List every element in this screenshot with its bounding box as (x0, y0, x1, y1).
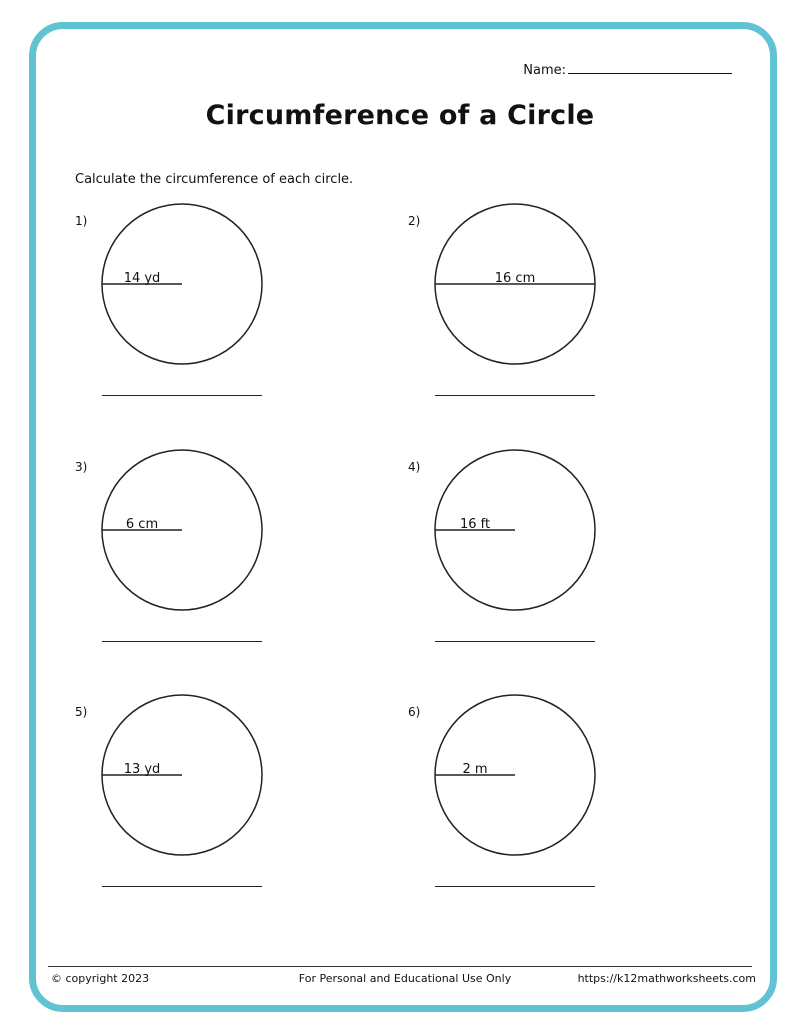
problem-5 (75, 705, 305, 905)
problem-6 (408, 705, 638, 905)
problem-2 (408, 214, 638, 414)
problem-number: 1) (75, 214, 88, 228)
name-label: Name: (523, 63, 566, 78)
instructions: Calculate the circumference of each circle. (75, 172, 354, 187)
answer-line[interactable] (435, 641, 595, 642)
answer-line[interactable] (102, 641, 262, 642)
problem-number: 5) (75, 705, 88, 719)
radius-label: 16 ft (459, 517, 491, 532)
answer-line[interactable] (435, 395, 595, 396)
footer-website[interactable]: https://k12mathworksheets.com (577, 972, 756, 985)
footer-usage: For Personal and Educational Use Only (298, 972, 512, 985)
problem-4 (408, 460, 638, 660)
problem-number: 2) (408, 214, 421, 228)
name-field[interactable] (523, 63, 732, 78)
diameter-label: 16 cm (494, 271, 536, 286)
footer-divider (48, 966, 752, 967)
problem-3 (75, 460, 305, 660)
problem-1 (75, 214, 305, 414)
radius-label: 14 yd (123, 271, 161, 286)
radius-label: 2 m (462, 762, 488, 777)
problem-number: 6) (408, 705, 421, 719)
radius-label: 13 yd (123, 762, 161, 777)
problem-number: 3) (75, 460, 88, 474)
footer-copyright: © copyright 2023 (51, 972, 150, 985)
worksheet-title: Circumference of a Circle (205, 100, 595, 131)
name-blank-line[interactable] (568, 63, 732, 74)
problem-number: 4) (408, 460, 421, 474)
answer-line[interactable] (102, 886, 262, 887)
answer-line[interactable] (435, 886, 595, 887)
radius-label: 6 cm (125, 517, 159, 532)
answer-line[interactable] (102, 395, 262, 396)
